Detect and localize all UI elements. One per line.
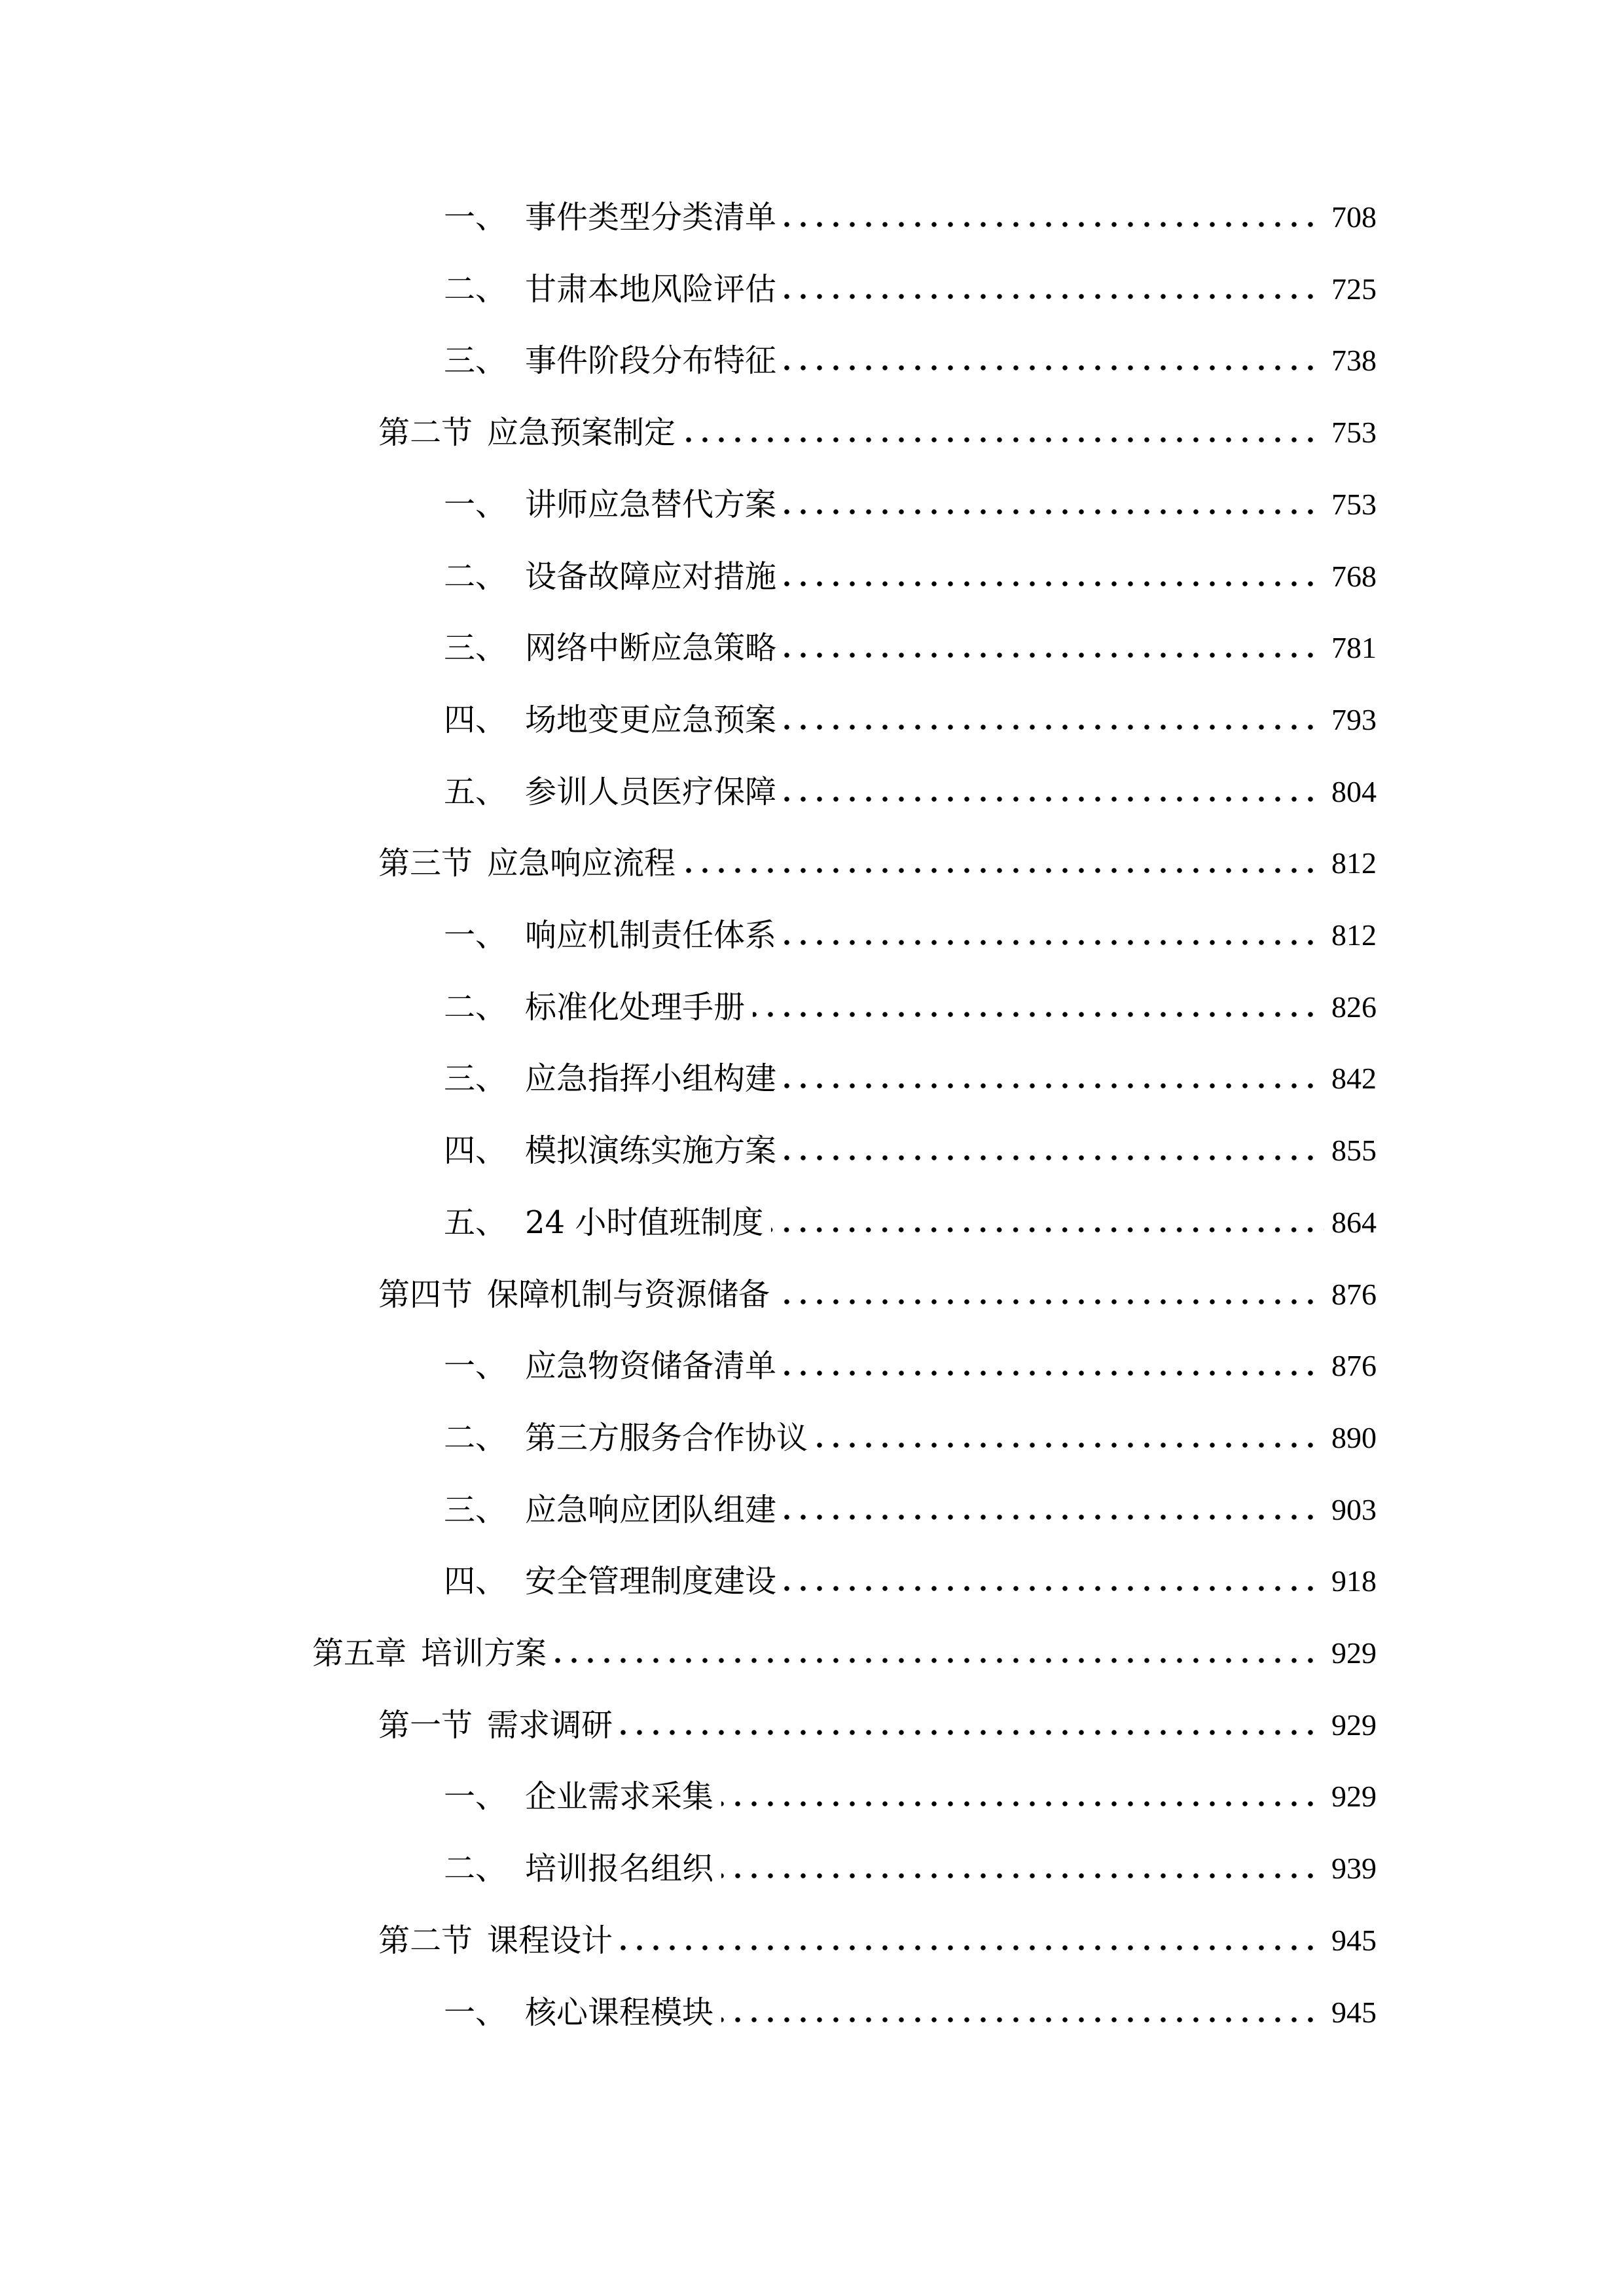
entry-number: 二、 xyxy=(444,270,507,308)
page-number: 725 xyxy=(1331,272,1377,306)
toc-entry[interactable] xyxy=(444,1058,1377,1100)
toc-entry[interactable] xyxy=(444,771,1377,813)
dot-leader xyxy=(784,196,1324,238)
toc-entry[interactable] xyxy=(444,1776,1377,1818)
entry-title: 应急预案制定 xyxy=(487,414,676,452)
dot-leader xyxy=(784,627,1324,669)
entry-title: 第三方服务合作协议 xyxy=(525,1419,808,1456)
dot-leader xyxy=(721,1992,1324,2034)
page-number: 855 xyxy=(1331,1134,1377,1168)
entry-number: 三、 xyxy=(444,342,507,380)
dot-leader xyxy=(683,412,1324,454)
entry-title: 培训方案 xyxy=(421,1635,547,1672)
page-number: 918 xyxy=(1331,1564,1377,1598)
toc-entry[interactable] xyxy=(444,1489,1377,1531)
toc-entry[interactable] xyxy=(444,1345,1377,1387)
entry-number: 二、 xyxy=(444,1850,507,1888)
page-number: 876 xyxy=(1331,1277,1377,1311)
page-number: 826 xyxy=(1331,990,1377,1024)
dot-leader xyxy=(621,1920,1324,1962)
entry-number: 第二节 xyxy=(378,414,473,452)
toc-entry[interactable] xyxy=(444,1848,1377,1890)
entry-title: 网络中断应急策略 xyxy=(525,630,777,667)
page-number: 804 xyxy=(1331,774,1377,808)
entry-number: 四、 xyxy=(444,1132,507,1170)
entry-title: 设备故障应对措施 xyxy=(525,558,777,595)
entry-title: 事件阶段分布特征 xyxy=(525,342,777,380)
entry-number: 第三节 xyxy=(378,845,473,882)
toc-entry-section[interactable] xyxy=(378,1704,1377,1746)
toc-entry[interactable] xyxy=(444,1560,1377,1602)
toc-entry[interactable] xyxy=(444,268,1377,310)
page-number: 812 xyxy=(1331,846,1377,880)
dot-leader xyxy=(621,1704,1324,1746)
page-number: 738 xyxy=(1331,344,1377,378)
toc-entry[interactable] xyxy=(444,1992,1377,2034)
toc-entry-section[interactable] xyxy=(378,842,1377,884)
dot-leader xyxy=(784,1345,1324,1387)
toc-entry[interactable] xyxy=(444,986,1377,1028)
entry-title: 应急响应流程 xyxy=(487,845,676,882)
dot-leader xyxy=(753,986,1324,1028)
toc-entry-chapter[interactable] xyxy=(312,1632,1377,1674)
entry-title: 甘肃本地风险评估 xyxy=(525,270,777,308)
toc-entry[interactable] xyxy=(444,627,1377,669)
entry-number: 二、 xyxy=(444,1419,507,1456)
entry-title: 应急指挥小组构建 xyxy=(525,1060,777,1098)
toc-entry[interactable] xyxy=(444,1130,1377,1172)
page-number: 876 xyxy=(1331,1349,1377,1383)
dot-leader xyxy=(784,1489,1324,1531)
entry-number: 一、 xyxy=(444,1994,507,2031)
entry-number: 一、 xyxy=(444,199,507,236)
entry-title: 事件类型分类清单 xyxy=(525,199,777,236)
entry-title: 场地变更应急预案 xyxy=(525,701,777,738)
toc-entry[interactable] xyxy=(444,484,1377,526)
page-number: 890 xyxy=(1331,1420,1377,1454)
dot-leader xyxy=(784,484,1324,526)
dot-leader xyxy=(784,340,1324,382)
entry-number: 四、 xyxy=(444,701,507,738)
entry-number: 第一节 xyxy=(378,1706,473,1744)
entry-title: 应急响应团队组建 xyxy=(525,1491,777,1528)
toc-entry-section[interactable] xyxy=(378,412,1377,454)
entry-title: 企业需求采集 xyxy=(525,1778,714,1816)
page-number: 945 xyxy=(1331,1923,1377,1957)
toc-entry[interactable] xyxy=(444,340,1377,382)
entry-number: 四、 xyxy=(444,1563,507,1600)
entry-title: 标准化处理手册 xyxy=(525,988,746,1026)
page-number: 945 xyxy=(1331,1995,1377,2029)
entry-title: 应急物资储备清单 xyxy=(525,1348,777,1385)
entry-number: 五、 xyxy=(444,1204,507,1241)
entry-number: 一、 xyxy=(444,917,507,954)
entry-title: 课程设计 xyxy=(487,1922,613,1959)
dot-leader xyxy=(554,1632,1324,1674)
page-number: 753 xyxy=(1331,487,1377,521)
entry-number: 一、 xyxy=(444,486,507,523)
page-number: 768 xyxy=(1331,559,1377,593)
entry-title: 讲师应急替代方案 xyxy=(525,486,777,523)
dot-leader xyxy=(771,1202,1324,1244)
dot-leader xyxy=(721,1848,1324,1890)
entry-number: 三、 xyxy=(444,1060,507,1098)
page-number: 939 xyxy=(1331,1852,1377,1886)
entry-title: 培训报名组织 xyxy=(525,1850,714,1888)
toc-entry-section[interactable] xyxy=(378,1274,1377,1316)
dot-leader xyxy=(784,1058,1324,1100)
dot-leader xyxy=(784,556,1324,598)
page-number: 812 xyxy=(1331,918,1377,952)
dot-leader xyxy=(784,771,1324,813)
toc-entry[interactable] xyxy=(444,1202,1377,1244)
entry-number: 第五章 xyxy=(312,1635,407,1672)
page-number: 753 xyxy=(1331,416,1377,450)
dot-leader xyxy=(721,1776,1324,1818)
dot-leader xyxy=(778,1274,1324,1316)
entry-number: 二、 xyxy=(444,988,507,1026)
entry-number: 一、 xyxy=(444,1348,507,1385)
page-number: 708 xyxy=(1331,200,1377,234)
toc-entry[interactable] xyxy=(444,699,1377,741)
dot-leader xyxy=(784,1560,1324,1602)
entry-title: 保障机制与资源储备 xyxy=(487,1276,770,1313)
page-number: 929 xyxy=(1331,1636,1377,1670)
page-number: 929 xyxy=(1331,1708,1377,1742)
entry-title: 24 小时值班制度 xyxy=(525,1204,764,1241)
page-number: 929 xyxy=(1331,1780,1377,1814)
entry-number: 三、 xyxy=(444,630,507,667)
page-number: 864 xyxy=(1331,1205,1377,1239)
toc-entry-section[interactable] xyxy=(378,1920,1377,1962)
toc-entry[interactable] xyxy=(444,196,1377,238)
entry-number: 三、 xyxy=(444,1491,507,1528)
entry-number: 第四节 xyxy=(378,1276,473,1313)
dot-leader xyxy=(784,268,1324,310)
toc-entry[interactable] xyxy=(444,556,1377,598)
dot-leader xyxy=(784,699,1324,741)
dot-leader xyxy=(816,1417,1324,1459)
entry-title: 模拟演练实施方案 xyxy=(525,1132,777,1170)
dot-leader xyxy=(784,1130,1324,1172)
page-number: 903 xyxy=(1331,1492,1377,1526)
entry-number: 一、 xyxy=(444,1778,507,1816)
page-number: 842 xyxy=(1331,1062,1377,1096)
entry-title: 参训人员医疗保障 xyxy=(525,773,777,810)
entry-title: 核心课程模块 xyxy=(525,1994,714,2031)
entry-title: 响应机制责任体系 xyxy=(525,917,777,954)
entry-number: 第二节 xyxy=(378,1922,473,1959)
entry-title: 需求调研 xyxy=(487,1706,613,1744)
dot-leader xyxy=(683,842,1324,884)
page-number: 793 xyxy=(1331,702,1377,736)
entry-number: 二、 xyxy=(444,558,507,595)
dot-leader xyxy=(784,914,1324,956)
entry-title: 安全管理制度建设 xyxy=(525,1563,777,1600)
toc-entry[interactable] xyxy=(444,914,1377,956)
toc-entry[interactable] xyxy=(444,1417,1377,1459)
page-number: 781 xyxy=(1331,631,1377,665)
entry-number: 五、 xyxy=(444,773,507,810)
